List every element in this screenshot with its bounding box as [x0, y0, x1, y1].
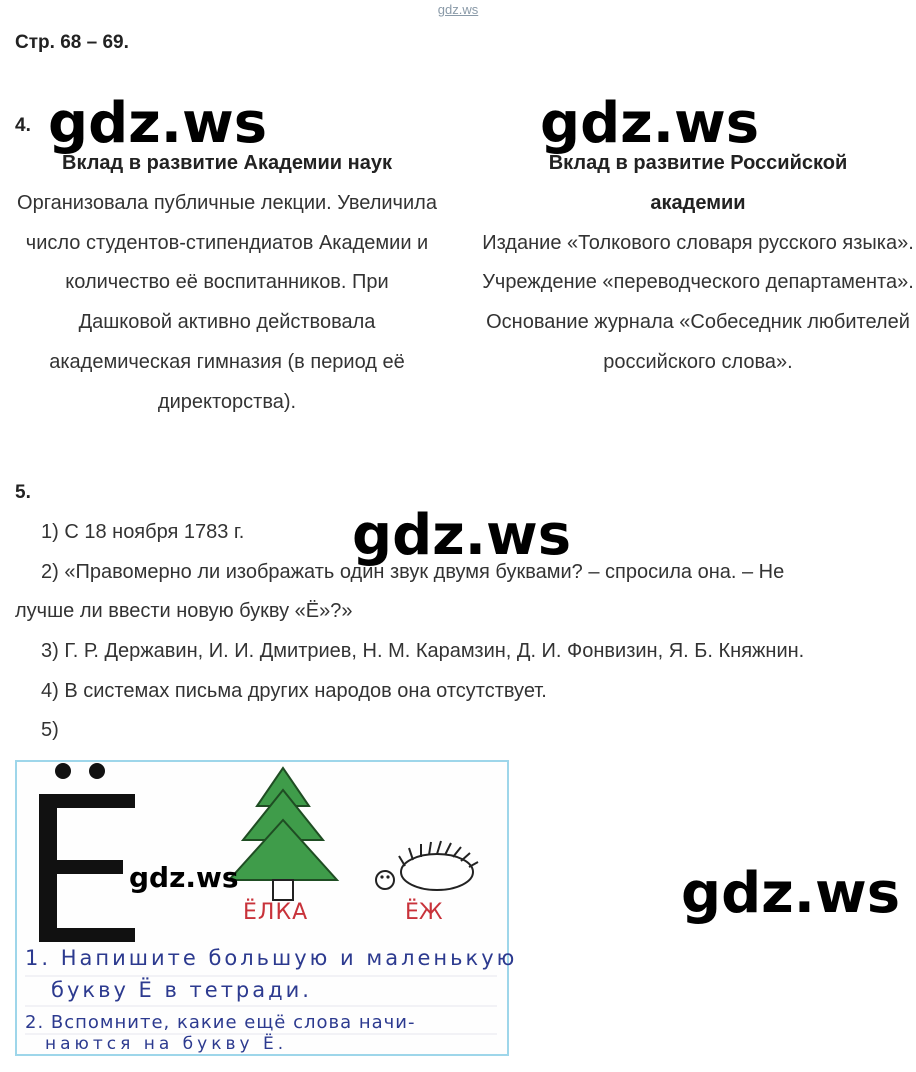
task-4-number: 4.	[15, 115, 31, 136]
answer-line-1: 1) С 18 ноября 1783 г.	[41, 521, 245, 543]
answer-line-4: 4) В системах письма других народов она отсутствует.	[41, 680, 547, 702]
answer-line-3: 3) Г. Р. Державин, И. И. Дмитриев, Н. М. Карамзин, Д. И. Фонвизин, Я. Б. Княжнин.	[41, 640, 805, 662]
right-column-title: Вклад в развитие Российской академии	[548, 152, 848, 214]
task-line-2: букву Ё в тетради.	[51, 978, 312, 1002]
letter-yo-icon	[39, 763, 135, 942]
answer-line-2-cont: лучше ли ввести новую букву «Ё»?»	[15, 600, 353, 622]
right-column-text: Издание «Толкового словаря русского языка». Учреждение «переводческого департамента». Основание журнала «Собеседник любителей российского слова».	[482, 231, 914, 373]
left-column-title: Вклад в развитие Академии наук	[62, 152, 392, 174]
watermark-5: gdz.ws	[681, 861, 901, 926]
answer-line-2: 2) «Правомерно ли изображать один звук двумя буквами? – спросила она. – Не	[41, 561, 785, 583]
top-watermark: gdz.ws	[437, 2, 479, 17]
tree-label: ЁЛКА	[243, 900, 309, 925]
task-line-1: 1. Напишите большую и маленькую	[25, 946, 518, 970]
watermark-3: gdz.ws	[352, 503, 572, 568]
watermark-1: gdz.ws	[48, 91, 268, 156]
hedgehog-label: ЁЖ	[405, 900, 443, 925]
task-line-3: 2. Вспомните, какие ещё слова начи-	[25, 1012, 416, 1033]
answer-line-5: 5)	[41, 719, 59, 741]
watermark-2: gdz.ws	[540, 91, 760, 156]
task-4-left-column	[17, 144, 437, 423]
task-line-4: наются на букву Ё.	[45, 1034, 288, 1054]
page-reference: Стр. 68 – 69.	[15, 32, 129, 53]
left-column-text: Организовала публичные лекции. Увеличила число студентов-стипендиатов Академии и количество её воспитанников. При Дашковой активно действовала академическая гимназия (в период её директорства).	[17, 191, 437, 413]
task-5-number: 5.	[15, 482, 31, 503]
hedgehog-icon	[376, 841, 478, 890]
task-4-right-column	[480, 144, 916, 383]
worksheet-drawing	[15, 760, 518, 1056]
watermark-4: gdz.ws	[129, 861, 239, 894]
fir-tree-icon	[229, 768, 337, 900]
